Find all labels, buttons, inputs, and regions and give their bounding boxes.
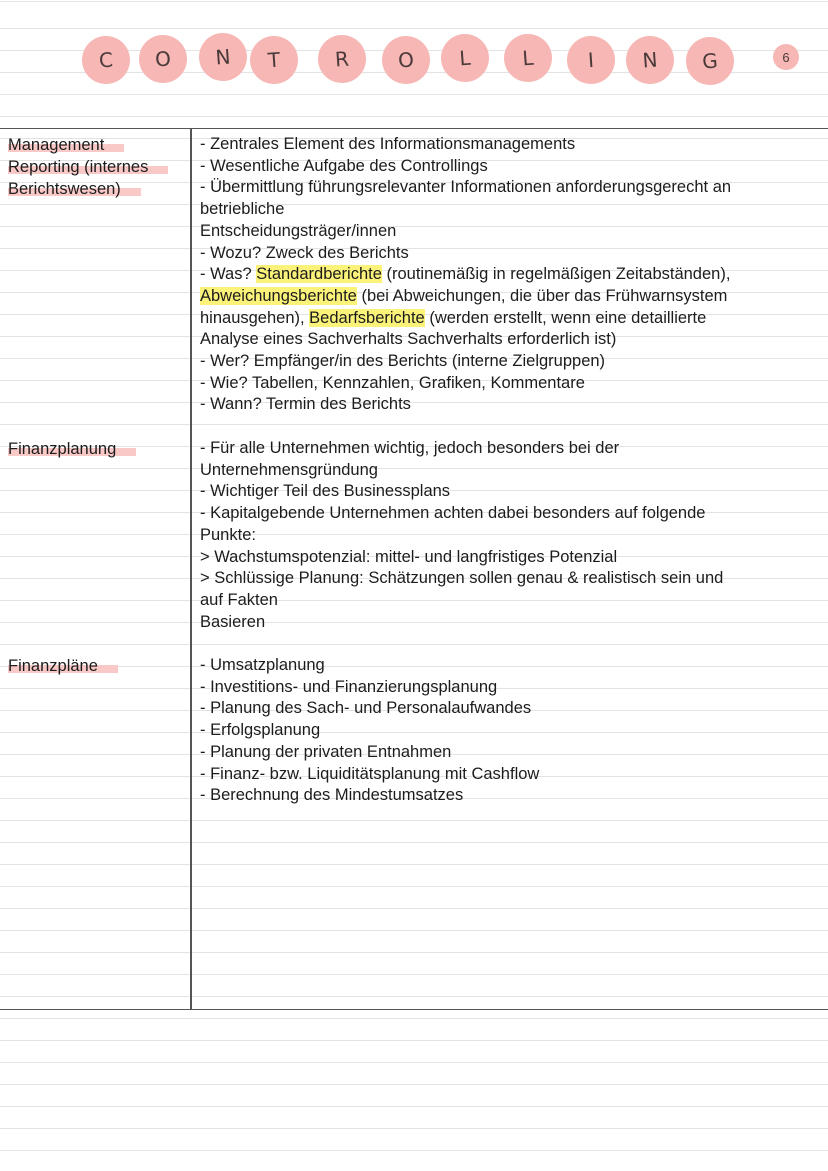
note-text: (routinemäßig in regelmäßigen Zeitabständen), <box>381 265 731 284</box>
title-letter: L <box>502 32 553 83</box>
title-letter: N <box>624 34 675 85</box>
title-header <box>0 28 828 88</box>
title-letter: O <box>380 34 431 85</box>
title-letter: R <box>316 33 367 84</box>
note-line: > Schlüssige Planung: Schätzungen sollen genau & realistisch sein und <box>200 569 724 588</box>
term-line: Finanzplanung <box>8 440 117 458</box>
note-line: - Investitions- und Finanzierungsplanung <box>200 677 498 696</box>
note-line: - Wesentliche Aufgabe des Controllings <box>200 156 488 175</box>
highlighted-term: Standardberichte <box>256 265 382 284</box>
note-line: - Finanz- bzw. Liquiditätsplanung mit Cashflow <box>200 764 540 783</box>
note-line: > Wachstumspotenzial: mittel- und langfristiges Potenzial <box>200 547 618 566</box>
term-management-reporting <box>8 134 186 200</box>
definition-finanzplanung <box>200 438 812 633</box>
note-line: Analyse eines Sachverhalts Sachverhalts erforderlich ist) <box>200 330 617 349</box>
title-letter: N <box>197 31 248 82</box>
note-line: - Berechnung des Mindestumsatzes <box>200 786 464 805</box>
note-line: - Zentrales Element des Informationsmanagements <box>200 135 576 153</box>
note-line: - Übermittlung führungsrelevanter Informationen anforderungsgerecht an <box>200 178 732 197</box>
term-finanzplaene <box>8 655 186 677</box>
note-line: Unternehmensgründung <box>200 460 378 479</box>
note-line: auf Fakten <box>200 590 278 609</box>
note-line: - Planung des Sach- und Personalaufwandes <box>200 699 532 718</box>
title-letter: I <box>565 34 616 85</box>
note-text: (bei Abweichungen, die über das Frühwarnsystem <box>356 286 728 305</box>
term-line: Reporting (internes <box>8 158 149 176</box>
title-letter: O <box>137 33 188 84</box>
title-letter: T <box>248 34 299 85</box>
note-line: Entscheidungsträger/innen <box>200 221 397 240</box>
note-line: betriebliche <box>200 200 285 219</box>
note-line <box>200 308 812 330</box>
note-line: - Erfolgsplanung <box>200 721 321 740</box>
term-line: Finanzpläne <box>8 657 98 675</box>
highlighted-term: Abweichungsberichte <box>200 286 357 305</box>
definition-finanzplaene <box>200 655 812 807</box>
title-letter: G <box>684 35 735 86</box>
note-line: Punkte: <box>200 525 256 544</box>
note-line: - Kapitalgebende Unternehmen achten dabei besonders auf folgende <box>200 504 706 523</box>
note-line: - Umsatzplanung <box>200 656 325 674</box>
note-text: hinausgehen), <box>200 308 310 327</box>
highlighted-term: Bedarfsberichte <box>309 308 425 327</box>
note-text: - Was? <box>200 265 257 284</box>
note-line: - Wie? Tabellen, Kennzahlen, Grafiken, Kommentare <box>200 373 585 392</box>
page-number-badge: 6 <box>773 44 799 70</box>
term-finanzplanung <box>8 438 186 460</box>
note-line: Basieren <box>200 612 266 631</box>
term-line: Management <box>8 136 105 154</box>
note-line: - Wann? Termin des Berichts <box>200 395 411 414</box>
note-line: - Wer? Empfänger/in des Berichts (interne Zielgruppen) <box>200 352 606 371</box>
note-line <box>200 264 812 286</box>
note-text: (werden erstellt, wenn eine detaillierte <box>424 308 707 327</box>
title-letter: C <box>80 34 131 85</box>
note-line: - Planung der privaten Entnahmen <box>200 742 452 761</box>
note-line: - Wichtiger Teil des Businessplans <box>200 482 451 501</box>
definition-management-reporting <box>200 134 812 416</box>
term-line: Berichtswesen) <box>8 180 121 198</box>
note-line: - Wozu? Zweck des Berichts <box>200 243 409 262</box>
title-letter: L <box>439 32 490 83</box>
column-divider <box>190 128 192 1010</box>
note-line <box>200 286 812 308</box>
note-line: - Für alle Unternehmen wichtig, jedoch besonders bei der <box>200 439 620 457</box>
